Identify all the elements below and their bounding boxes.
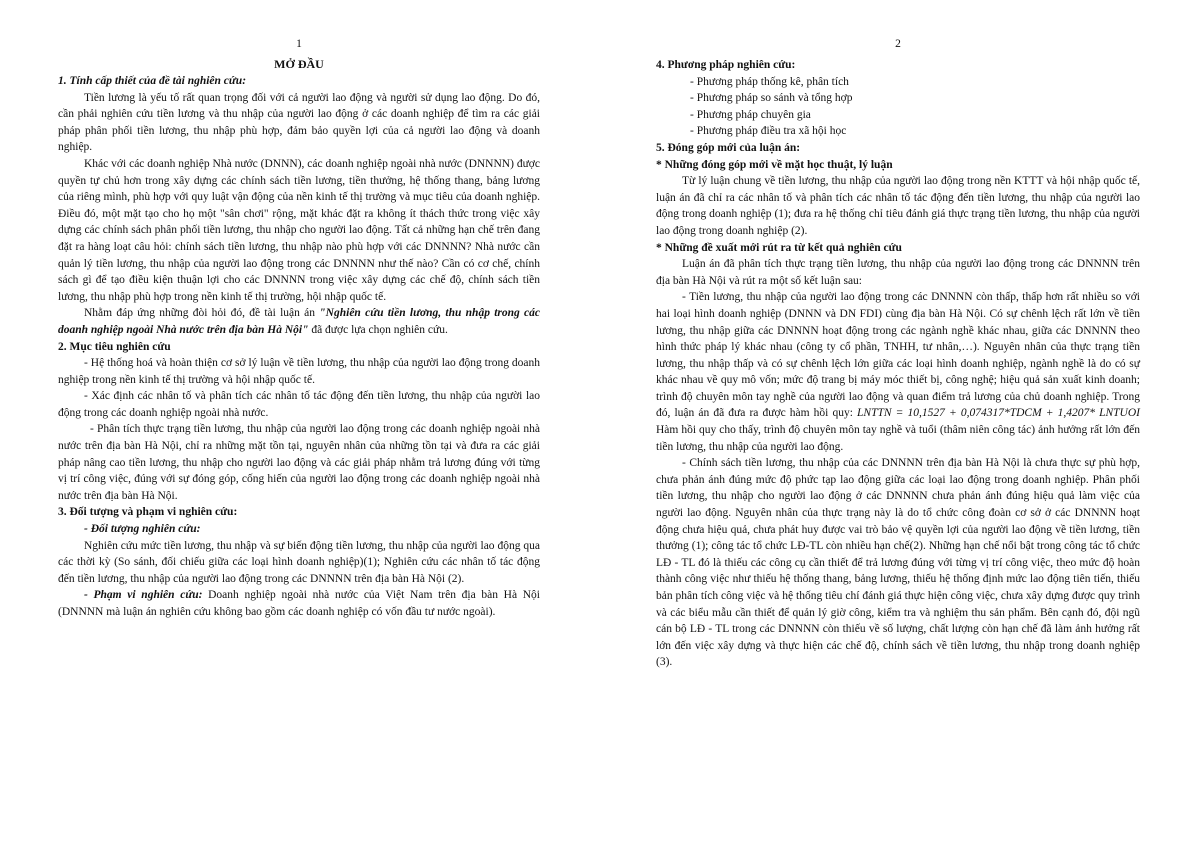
paragraph-text: Doanh nghiệp ngoài nhà nước của Việt Nam trên địa bàn Hà Nội (DNNNN mà luận án nghiên cứu không bao gồm các doanh nghiệp có vốn đầu tư nước ngoài). <box>58 589 541 618</box>
paragraph <box>656 289 1140 455</box>
list-item: - Phương pháp chuyên gia <box>690 108 811 121</box>
list-item: - Phương pháp điều tra xã hội học <box>690 125 847 138</box>
paragraph-text: Nhằm đáp ứng những đòi hỏi đó, đề tài luận án <box>84 307 320 320</box>
section-heading: 4. Phương pháp nghiên cứu: <box>656 59 796 71</box>
paragraph: Nghiên cứu mức tiền lương, thu nhập và sự biến động tiền lương, thu nhập của người lao động qua các thời kỳ (So sánh, đối chiếu giữa các loại hình doanh nghiệp)(1); Nghiên cứu các nhân tố tác động đến tiền lương, thu nhập của người lao động trong các DNNNN trên địa bàn Hà Nội (2). <box>58 539 540 585</box>
list-item: - Phân tích thực trạng tiền lương, thu nhập của người lao động trong các doanh nghiệp ngoài nhà nước trên địa bàn Hà Nội, chỉ ra những mặt tồn tại, nguyên nhân của những tồn tại và đưa ra các giải pháp nâng cao tiền lương, thu nhập cho người lao động và các giải pháp nhằm trả lương đúng với từng vị trí công việc, đúng với sự đóng góp, cống hiến của người lao động trong các doanh nghiệp ngoài nhà nước trên địa bàn Hà Nội. <box>58 423 540 502</box>
paragraph: Khác với các doanh nghiệp Nhà nước (DNNN), các doanh nghiệp ngoài nhà nước (DNNNN) được quyền tự chủ hơn trong xây dựng các chính sách tiền lương, tiền thưởng, hệ thống thang, bảng lương của riêng mình, phù hợp với quy luật vận động của nền kinh tế thị trường và mục tiêu của doanh nghiệp. Điều đó, một mặt tạo cho họ một "sân chơi" rộng, mặt khác đặt ra không ít thách thức trong việc xây dựng các chính sách phân phối tiền lương, thu nhập cho người lao động. Tất cả những hạn chế trên đang đặt ra hàng loạt câu hỏi: chính sách tiền lương, thu nhập nào phù hợp với các DNNNN? Nhà nước cần quản lý tiền lương, thu nhập của người lao động trong các DNNNN như thế nào? Cần có cơ chế, chính sách gì để tạo điều kiện thuận lợi cho các DNNNN trong việc xây dựng các chế độ, chính sách tiền lương, thu nhập phù hợp trong nền kinh tế thị trường, hội nhập quốc tế. <box>58 157 540 303</box>
page-title: MỞ ĐẦU <box>274 57 324 71</box>
paragraph: - Chính sách tiền lương, thu nhập của các DNNNN trên địa bàn Hà Nội là chưa thực sự phù hợp, chưa phản ánh đúng mức độ phức tạp lao động giữa các loại lao động trong doanh nghiệp. Phân phối tiền lương, thu nhập cho người lao động ở các DNNNN chưa phản ánh đúng hiệu quả làm việc của người lao động. Nguyên nhân của thực trạng này là do tổ chức công đoàn cơ sở ở các DNNNN hoạt động chưa hiệu quả, chưa phát huy được vai trò bảo vệ quyền lợi của người lao động về tiền lương, tiền thưởng (1); công tác tổ chức LĐ-TL còn nhiều hạn chế(2). Những hạn chế nổi bật trong công tác tổ chức LĐ - TL đó là thiếu các công cụ cần thiết để trả lương đúng với từng vị trí công việc, theo mức độ hoàn thành công việc như thiếu hệ thống thang, bảng lương, thiếu hệ thống định mức lao động tiên tiến, thiếu bản phân tích công việc và hệ thống tiêu chí đánh giá thực hiện công việc, chưa xây dựng được quy trình và các biểu mẫu cần thiết để quản lý giờ công, kiểm tra và nghiệm thu sản phẩm. Bên cạnh đó, đội ngũ cán bộ LĐ - TL trong các DNNNN còn thiếu về số lượng, chất lượng còn hạn chế đã làm ảnh hưởng rất lớn đến việc xây dựng và thực hiện các chế độ, chính sách về tiền lương, thu nhập trong doanh nghiệp (3). <box>656 457 1140 669</box>
list-item: - Xác định các nhân tố và phân tích các nhân tố tác động đến tiền lương, thu nhập của người lao động trong các doanh nghiệp ngoài nhà nước. <box>58 390 540 419</box>
page-number: 1 <box>296 38 302 50</box>
list-item: - Phương pháp so sánh và tổng hợp <box>690 92 853 105</box>
paragraph: Luận án đã phân tích thực trạng tiền lương, thu nhập của người lao động trong các DNNNN trên địa bàn Hà Nội và rút ra một số kết luận sau: <box>656 258 1140 287</box>
subsection-heading: * Những đóng góp mới về mặt học thuật, lý luận <box>656 158 893 171</box>
paragraph: Từ lý luận chung về tiền lương, thu nhập của người lao động trong nền KTTT và hội nhập quốc tế, luận án đã chỉ ra các nhân tố và phân tích các nhân tố tác động đến tiền lương, thu nhập của người lao động trong doanh nghiệp (1); đưa ra hệ thống chỉ tiêu đánh giá thực trạng tiền lương, thu nhập của người lao động trong doanh nghiệp (2). <box>656 175 1140 237</box>
paragraph-text: đã được lựa chọn nghiên cứu. <box>308 323 448 336</box>
regression-formula: LNTTN = 10,1527 + 0,074317*TDCM + 1,4207* LNTUOI <box>857 407 1140 420</box>
paragraph <box>58 587 540 620</box>
page-right <box>600 0 1200 849</box>
paragraph: Tiền lương là yếu tố rất quan trọng đối với cả người lao động và người sử dụng lao động. Do đó, cần phải nghiên cứu tiền lương và thu nhập của người lao động ở các doanh nghiệp để tìm ra các giải pháp phân phối tiền lương, thu nhập phù hợp, đảm bảo quyền lợi của cả người lao động và doanh nghiệp. <box>58 91 540 154</box>
subsection-heading: * Những đề xuất mới rút ra từ kết quả nghiên cứu <box>656 241 902 254</box>
paragraph-text: - Tiền lương, thu nhập của người lao động trong các DNNNN còn thấp, thấp hơn rất nhiều so với hai loại hình doanh nghiệp (DNNN và DN FDI) cùng địa bàn Hà Nội. Có sự chênh lệch rất lớn về tiền lương, thu nhập giữa các DNNNN hoạt động trong các ngành nghề khác nhau, giữa các DNNNN theo hình thức pháp lý khác nhau (công ty cổ phần, TNHH, tư nhân,…). Nguyên nhân của thực trạng tiền lương, thu nhập thấp và có sự chênh lệch lớn giữa các loại hình doanh nghiệp, ngành nghề là do có sự khác nhau về quy mô vốn; mức độ trang bị máy móc thiết bị, công nghệ; hiệu quả sản xuất kinh doanh; trình độ chuyên môn tay nghề của người lao động và quan điểm trả lương của chủ doanh nghiệp. Trong đó, luận án đã đưa ra được hàm hồi quy: <box>656 291 1140 420</box>
paragraph <box>58 305 540 338</box>
thesis-title: "Nghiên cứu tiền lương, thu nhập trong các doanh nghiệp ngoài Nhà nước trên địa bàn Hà Nội" <box>58 307 540 336</box>
list-item: - Phương pháp thống kê, phân tích <box>690 75 849 88</box>
subsection-heading: - Đối tượng nghiên cứu: <box>84 523 201 536</box>
list-item: - Hệ thống hoá và hoàn thiện cơ sở lý luận về tiền lương, thu nhập của người lao động trong doanh nghiệp trong nền kinh tế thị trường và hội nhập quốc tế. <box>58 357 540 386</box>
section-heading: 3. Đối tượng và phạm vi nghiên cứu: <box>58 506 238 519</box>
page-number: 2 <box>895 38 901 50</box>
section-heading: 2. Mục tiêu nghiên cứu <box>58 340 171 353</box>
section-heading: 5. Đóng góp mới của luận án: <box>656 141 801 154</box>
section-heading: 1. Tính cấp thiết của đề tài nghiên cứu: <box>58 75 247 87</box>
subsection-heading: - Phạm vi nghiên cứu: <box>84 589 203 602</box>
paragraph-text: Hàm hồi quy cho thấy, trình độ chuyên môn tay nghề và tuổi (thâm niên công tác) ảnh hưởng rất lớn đến tiền lương, thu nhập của người lao động. <box>656 424 1140 453</box>
